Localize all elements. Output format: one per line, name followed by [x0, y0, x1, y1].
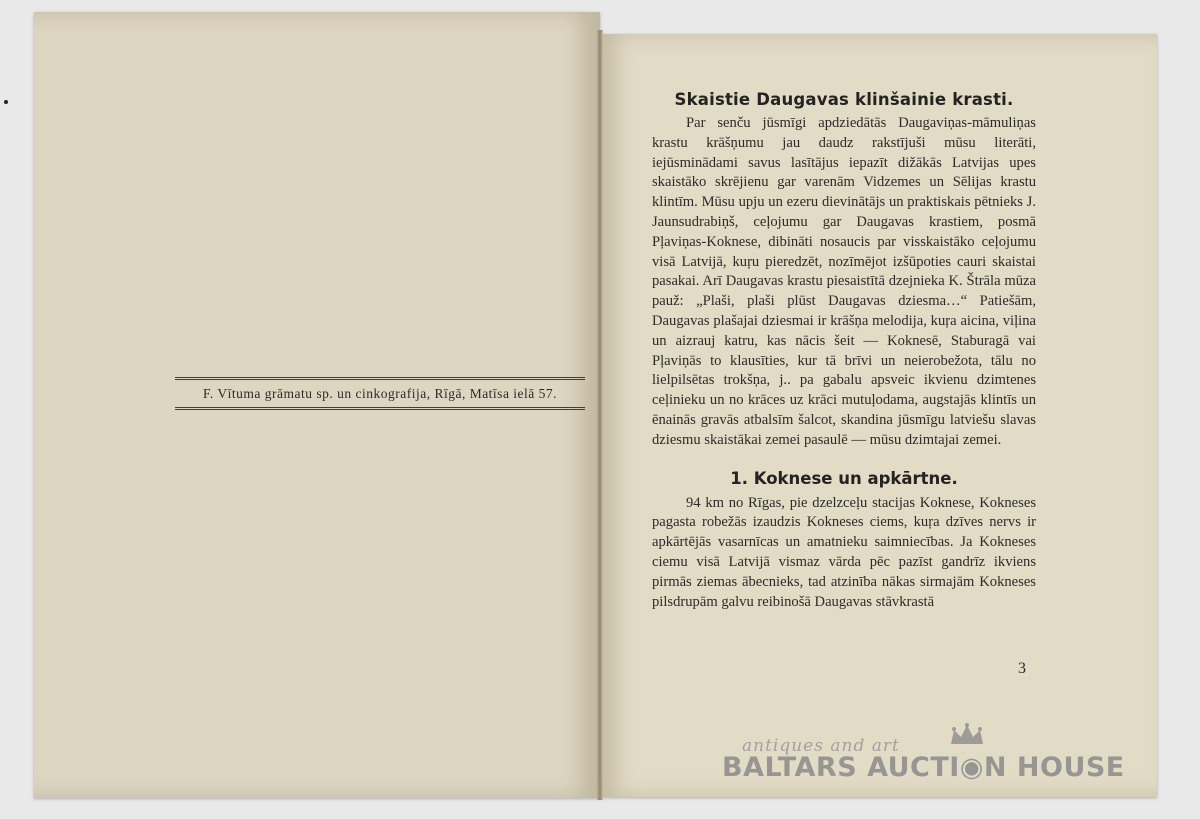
- printer-imprint: F. Vītuma grāmatu sp. un cinkografija, Rīgā, Matīsa ielā 57.: [175, 377, 585, 410]
- section-paragraph: 94 km no Rīgas, pie dzelzceļu stacijas Koknese, Kokneses pagasta robežās izaudzis Kokneses ciems, kuŗa dzīves nervs ir apkārtējās vasarnīcas un amatnieku saimniecības. Ja Kokneses ciemu visā Latvijā vismaz vārda pēc pazīst gandrīz ikviens pirmās ziemas ābecnieks, tad atzinība nākas sirmajām Kokneses pilsdrupām galvu reibinošā Daugavas stāvkrastā: [652, 494, 1036, 610]
- watermark-brand: BALTARS AUCTI◉N HOUSE: [722, 752, 1125, 783]
- margin-dot: [4, 100, 8, 104]
- right-page-text: [652, 90, 1036, 612]
- book-gutter: [597, 30, 603, 800]
- crown-icon: [948, 722, 986, 748]
- chapter-title: Skaistie Daugavas klinšainie krasti.: [674, 90, 1014, 109]
- left-page: [34, 12, 600, 798]
- intro-paragraph: Par senču jūsmīgi apdziedātās Daugaviņas-māmuliņas krastu krāšņumu jau daudz rakstījuši mūsu literāti, iejūsminādami savus lasītājus iepazīt dižākās Latvijas upes skaistāko skrējienu gar varenām Vidzemes un Sēlijas krastu klintīm. Mūsu upju un ezeru dievinātājs un praktiskais pētnieks J. Jaunsudrabiņš, ceļojumu gar Daugavas krastiem, posmā Pļaviņas-Koknese, dibināti nosaucis par visskaistāko ceļojumu visā Latvijā, kuŗu pieredzēt, nozīmējot izšūpoties cauri skaistai pasakai. Arī Daugavas krastu piesaistītā dzejnieka K. Štrāla mūza pauž: „Plaši, plaši plūst Daugavas dziesma…“ Patiešām, Daugavas plašajai dziesmai ir krāšņa melodija, kuŗa aicina, viļina un aizrauj katru, kas nācis šeit — Koknesē, Staburagā vai Pļaviņās to klausīties, kur tā brīvi un neierobežota, tālu no lielpilsētas trokšņa, j.. pa gabalu apsveic ikvienu dzimtenes ceļinieku un no krāces uz krāci mutuļodama, augstajās klintīs un ēnainās gravās atbalsīm šalcot, skandina jūsmīgu latviešu slavas dziesmu skaistākai zemei pasaulē — mūsu dzimtajai zemei.: [652, 115, 1036, 448]
- page-number: 3: [1018, 660, 1026, 677]
- section-heading: 1. Koknese un apkārtne.: [730, 468, 958, 488]
- watermark-tagline: antiques and art: [742, 736, 900, 756]
